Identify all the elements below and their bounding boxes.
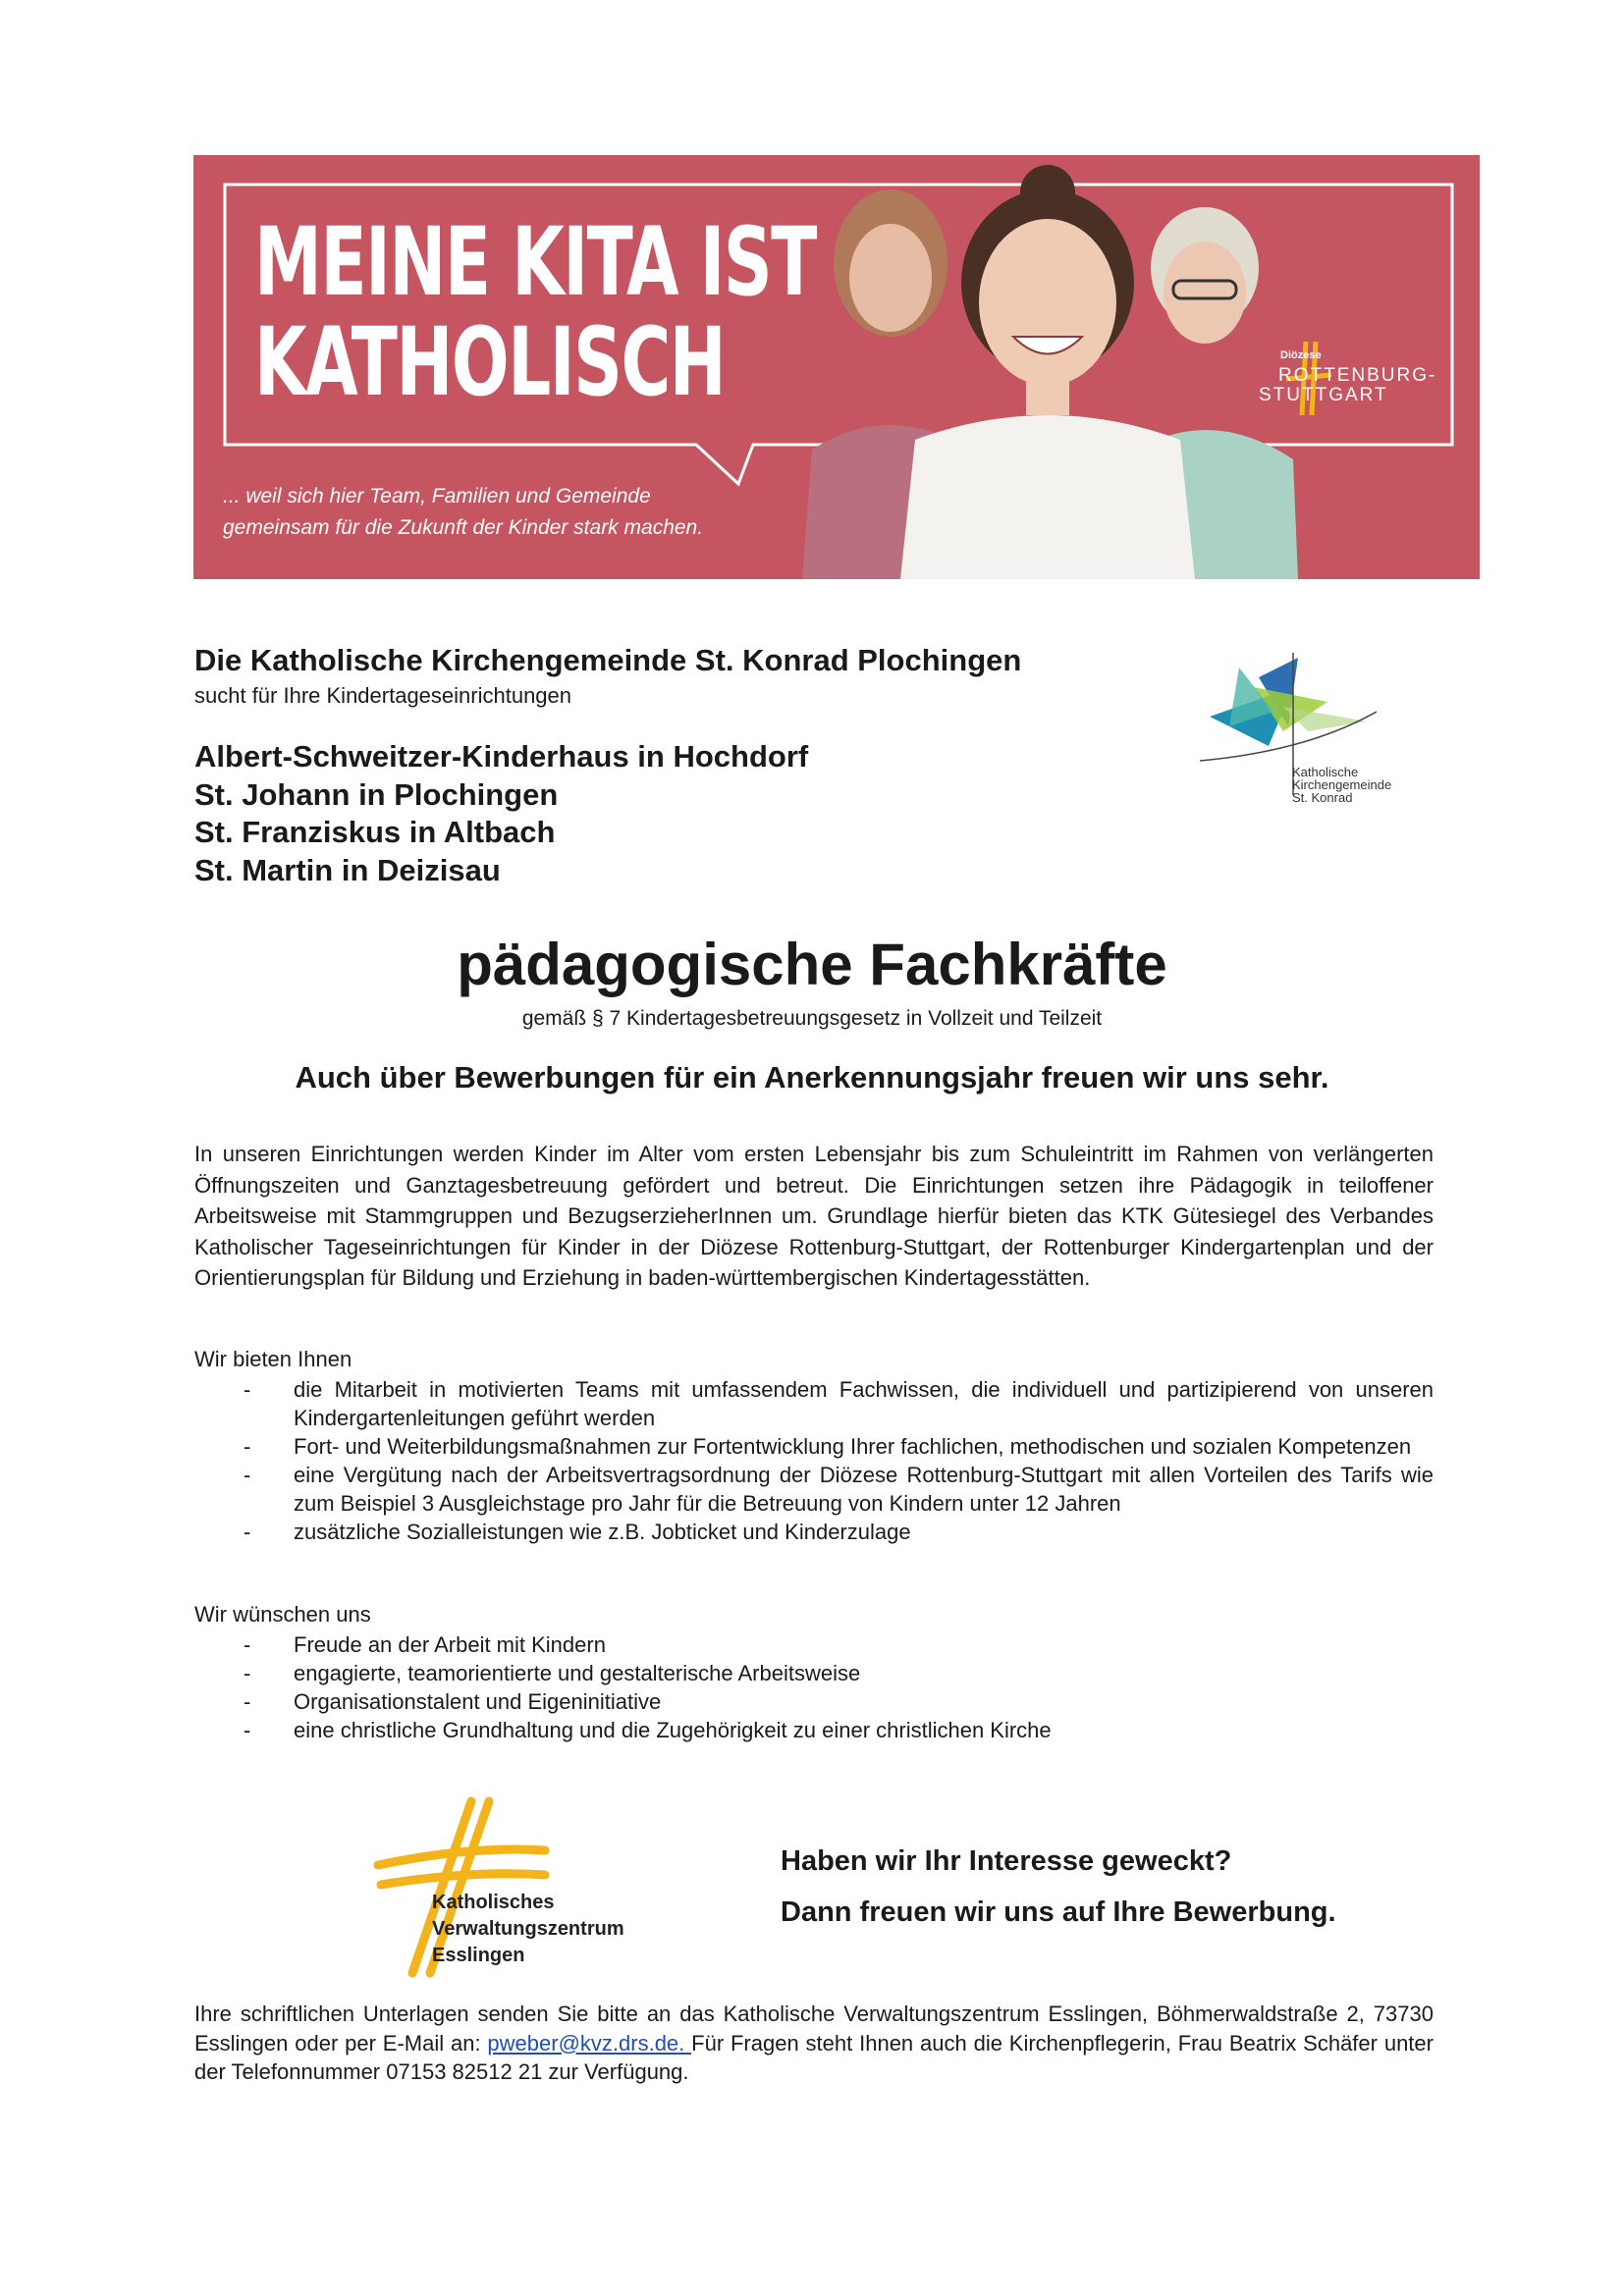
wish-item-text: Organisationstalent und Eigeninitiative [294, 1689, 662, 1714]
banner-headline-line2: KATHOLISCH [254, 307, 726, 417]
employer-subtitle: sucht für Ihre Kindertageseinrichtungen [194, 683, 572, 708]
kvz-logo-line2: Verwaltungszentrum [432, 1918, 624, 1940]
contact-text-after: Für Fragen steht Ihnen auch die Kirchenpflegerin, Frau Beatrix Schäfer unter der Telefonnummer 07153 82512 21 zur Verfügung. [194, 2030, 1434, 2084]
offer-item-text: eine Vergütung nach der Arbeitsvertragsordnung der Diözese Rottenburg-Stuttgart mit allen Vorteilen des Tarifs wie zum Beispiel 3 Ausgleichstage pro Jahr für die Betreuung von Kindern unter 12 Jahren [294, 1463, 1434, 1516]
wish-item [194, 1630, 1434, 1659]
offer-list [194, 1375, 1434, 1546]
offer-item-text: zusätzliche Sozialleistungen wie z.B. Jobticket und Kinderzulage [294, 1520, 911, 1544]
position-title: pädagogische Fachkräfte [457, 932, 1167, 997]
people-illustration [783, 155, 1313, 579]
bullet-dash: - [244, 1463, 251, 1487]
offer-item [194, 1432, 1434, 1461]
offer-item-text: Fort- und Weiterbildungsmaßnahmen zur Fortentwicklung Ihrer fachlichen, methodischen und sozialen Kompetenzen [294, 1434, 1412, 1459]
kvz-logo-line3: Esslingen [432, 1945, 525, 1966]
facility-list [194, 738, 808, 889]
parish-logo-line1: Katholische [1292, 765, 1359, 779]
email-link[interactable]: pweber@kvz.drs.de. [487, 2030, 692, 2056]
wish-item-text: eine christliche Grundhaltung und die Zugehörigkeit zu einer christlichen Kirche [294, 1718, 1052, 1742]
wish-item [194, 1659, 1434, 1687]
position-subtitle: gemäß § 7 Kindertagesbetreuungsgesetz in Vollzeit und Teilzeit [521, 1007, 1103, 1030]
contact-paragraph [194, 2000, 1434, 2087]
banner-subline-line2: gemeinsam für die Zukunft der Kinder stark machen. [223, 516, 704, 539]
bullet-dash: - [244, 1434, 251, 1459]
banner-subline-line1: ... weil sich hier Team, Familien und Gemeinde [223, 485, 651, 507]
facility-item: St. Martin in Deizisau [194, 852, 501, 887]
offer-item [194, 1461, 1434, 1518]
bullet-dash: - [244, 1632, 251, 1657]
bullet-dash: - [244, 1377, 251, 1402]
wishes-list [194, 1630, 1434, 1744]
wish-item-text: Freude an der Arbeit mit Kindern [294, 1632, 606, 1657]
parish-logo-text [1292, 766, 1391, 804]
parish-logo-line2: Kirchengemeinde [1292, 777, 1392, 792]
employer-title: Die Katholische Kirchengemeinde St. Konrad Plochingen [194, 643, 1022, 677]
diocese-logo-name1: ROTTENBURG- [1278, 365, 1437, 386]
kvz-logo-line1: Katholisches [432, 1892, 555, 1913]
diocese-logo-label: Diözese [1280, 349, 1322, 361]
cta-question: Haben wir Ihr Interesse geweckt? [781, 1845, 1232, 1877]
bullet-dash: - [244, 1661, 251, 1685]
kvz-logo-text [432, 1890, 624, 1969]
facility-item: St. Johann in Plochingen [194, 776, 559, 812]
offer-label: Wir bieten Ihnen [194, 1347, 352, 1371]
offer-item [194, 1375, 1434, 1432]
banner-headline [254, 207, 816, 417]
bullet-dash: - [244, 1689, 251, 1714]
wish-item-text: engagierte, teamorientierte und gestalterische Arbeitsweise [294, 1661, 861, 1685]
diocese-logo-name2: STUTTGART [1259, 385, 1388, 405]
wish-item [194, 1687, 1434, 1716]
bullet-dash: - [244, 1520, 251, 1544]
facility-item: St. Franziskus in Altbach [194, 815, 556, 849]
parish-logo-line3: St. Konrad [1292, 790, 1353, 805]
contact-text-before: Ihre schriftlichen Unterlagen senden Sie bitte an das Katholische Verwaltungszentrum Esslingen, Böhmerwaldstraße 2, 73730 Esslingen oder per E-Mail an: [194, 2002, 1434, 2056]
cta-invitation: Dann freuen wir uns auf Ihre Bewerbung. [781, 1896, 1336, 1928]
wishes-label: Wir wünschen uns [194, 1602, 371, 1627]
position-tagline: Auch über Bewerbungen für ein Anerkennungsjahr freuen wir uns sehr. [295, 1060, 1329, 1095]
hero-banner [193, 155, 1480, 579]
wish-item [194, 1716, 1434, 1744]
offer-item [194, 1518, 1434, 1546]
intro-paragraph: In unseren Einrichtungen werden Kinder im Alter vom ersten Lebensjahr bis zum Schuleintritt im Rahmen von verlängerten Öffnungszeiten und Ganztagesbetreuung gefördert und betreut. Die Einrichtungen setzen ihre Pädagogik in teiloffener Arbeitsweise mit Stammgruppen und BezugserzieherInnen um. Grundlage hierfür bieten das KTK Gütesiegel des Verbandes Katholischer Tageseinrichtungen für Kinder in der Diözese Rottenburg-Stuttgart, der Rottenburger Kindergartenplan und der Orientierungsplan für Bildung und Erziehung in baden-württembergischen Kindertagesstätten. [194, 1142, 1434, 1290]
facility-item: Albert-Schweitzer-Kinderhaus in Hochdorf [194, 739, 809, 774]
bullet-dash: - [244, 1718, 251, 1742]
banner-subline [223, 481, 773, 544]
banner-headline-line1: MEINE KITA IST [254, 207, 816, 317]
offer-item-text: die Mitarbeit in motivierten Teams mit umfassendem Fachwissen, die individuell und partizipierend von unseren Kindergartenleitungen geführt werden [294, 1377, 1434, 1430]
